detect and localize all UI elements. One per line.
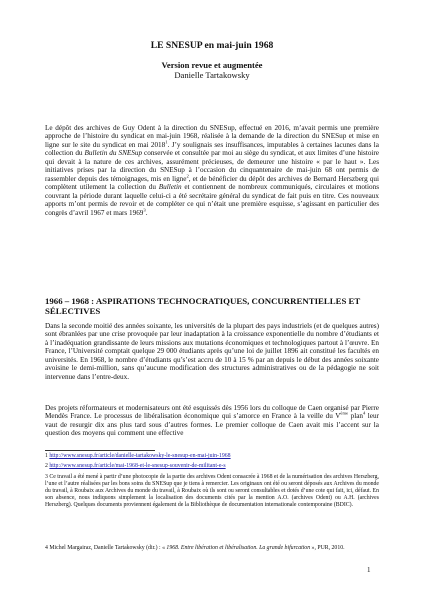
footnote-link[interactable]: http://www.snesup.fr/article/danielle-tartakowsky-le-snesup-en-mai-juin-1968 <box>49 453 231 459</box>
intro-emphasis: Bulletin du SNESup <box>84 149 143 158</box>
footnote-text: Ce travail a été mené à partir d’une photocopie de la partie des archives Odent consacrée à 1968 et de la numérisation des archives Herszberg, l’une et l’autre réalisées par les bons soins du SNESup que je tiens à remercier. Les originaux ont été ou seront déposés aux Archives du monde du travail, à Roubaix aux Archives du monde du travail, à Roubaix où ils sont ou seront consultables et dotés d’une cote qui fait, ici, défaut. En son absence, nous indiquons simplement la localisation des documents cités par la mention A.O. (archives Odent) ou A.H. (archives Herszberg). Quelques documents proviennent également de la Bibliothèque de documentation internationale contemporaine (BDIC). <box>45 474 380 508</box>
document-author: Danielle Tartakowsky <box>174 70 250 80</box>
footnote-ref-3[interactable]: 3 <box>143 207 146 213</box>
footnote-ref-2[interactable]: 2 <box>186 173 189 179</box>
section-paragraph <box>45 404 379 438</box>
section-text: plan <box>348 412 363 421</box>
footnote-text: Michel Margairaz, Danielle Tartakowsky (dir.) : « <box>49 545 167 551</box>
document-title: LE SNESUP en mai-juin 1968 <box>150 40 274 51</box>
section-text: Des projets réformateurs et modernisateurs ont été esquissés dès 1956 lors du colloque de Caen organisé par Pierre Mendès France. Le processus de libéralisation économique qui s’amorce en France à la veille du V <box>45 404 379 421</box>
footnote-1 <box>45 453 379 460</box>
page-number: 1 <box>367 566 371 574</box>
footnote-ref-4[interactable]: 4 <box>362 411 366 417</box>
section-text: leur vaut de resurgir dix ans plus tard sous d’autres formes. Le premier colloque de Caen avait mis l’accent sur la question des moyens qui comment une effective <box>45 412 379 438</box>
footnote-4 <box>45 545 379 552</box>
intro-text: , et de bénéficier du dépôt des archives de Bernard Herszberg qui complètent utilement la collection du <box>45 174 379 192</box>
intro-text: . J’y soulignais ses insuffisances, imputables à certaines lacunes dans la collection du <box>45 140 379 158</box>
footnote-number: 4 <box>45 545 48 551</box>
footnote-link[interactable]: http://www.snesup.fr/article/mai-1968-et-le-snesup-souvenir-de-militant-e-s <box>49 463 226 469</box>
intro-paragraph <box>45 124 379 217</box>
intro-text: Le dépôt des archives de Guy Odent à la direction du SNESup, effectué en 2016, m’avait permis une première approche de l’histoire du syndicat en mai-juin 1968, réalisée à la demande de la direction du SNESup et mise en ligne sur le site du syndicat en mai 2018 <box>45 124 379 149</box>
footnote-3 <box>45 474 379 509</box>
document-subtitle: Version revue et augmentée <box>161 60 263 70</box>
superscript-text: ème <box>340 411 349 417</box>
footnote-emphasis: 1968. Entre libération et libéralisation. La grande bifurcation <box>166 545 311 551</box>
footnote-text: », PUR, 2010. <box>310 545 345 551</box>
footnote-number: 2 <box>45 463 48 469</box>
section-paragraph: Dans la seconde moitié des années soixante, les universités de la plupart des pays industriels (et de quelques autres) sont ébranlées par une crise provoquée par leur inadaptation à la croissance exponentielle du nombre d’étudiants et à l’inadéquation grandissante de leurs missions aux mutations économiques et technologiques partout à l’œuvre. En France, l’Université comptait quelque 29 000 étudiants après qu’une loi de juillet 1896 ait constitué les facultés en universités. En 1968, le nombre d’étudiants qu’s’est accru de 10 à 15 % par an depuis le début des années soixante avoisine le demi-million, sans qu’aucune modification des structures administratives ou de la pédagogie ne soit intervenue dans l’entre-deux. <box>45 322 379 381</box>
footnote-ref-1[interactable]: 1 <box>165 139 168 145</box>
intro-emphasis: Bulletin <box>158 183 182 192</box>
footnote-number: 3 <box>45 474 48 480</box>
section-heading: 1966 – 1968 : ASPIRATIONS TECHNOCRATIQUES, CONCURRENTIELLES ET SÉLECTIVES <box>45 296 361 317</box>
footnote-divider <box>45 450 155 451</box>
intro-text: conservée et consultée par moi au siège du syndicat, et aux limites d’une histoire qui devait à la nature de ces archives, assurément précieuses, de demeurer une histoire « par le haut ». Les initiatives prises par la direction du SNESup à l’occasion du cinquantenaire de mai-juin 68 ont permis de rassembler depuis des témoignages, mis en ligne <box>45 149 379 183</box>
intro-text: . <box>145 208 148 217</box>
footnote-number: 1 <box>45 453 48 459</box>
footnote-2 <box>45 463 379 470</box>
intro-text: et contiennent de nombreux communiqués, circulaires et motions couvrant la période durant laquelle celui-ci a été secrétaire général du syndicat de fait puis en titre. Ces nouveaux apports m’ont permis de revoir et de compléter ce qui n’était une première esquisse, s’agissant en particulier des congrès d’avril 1967 et mars 1969 <box>45 183 380 217</box>
